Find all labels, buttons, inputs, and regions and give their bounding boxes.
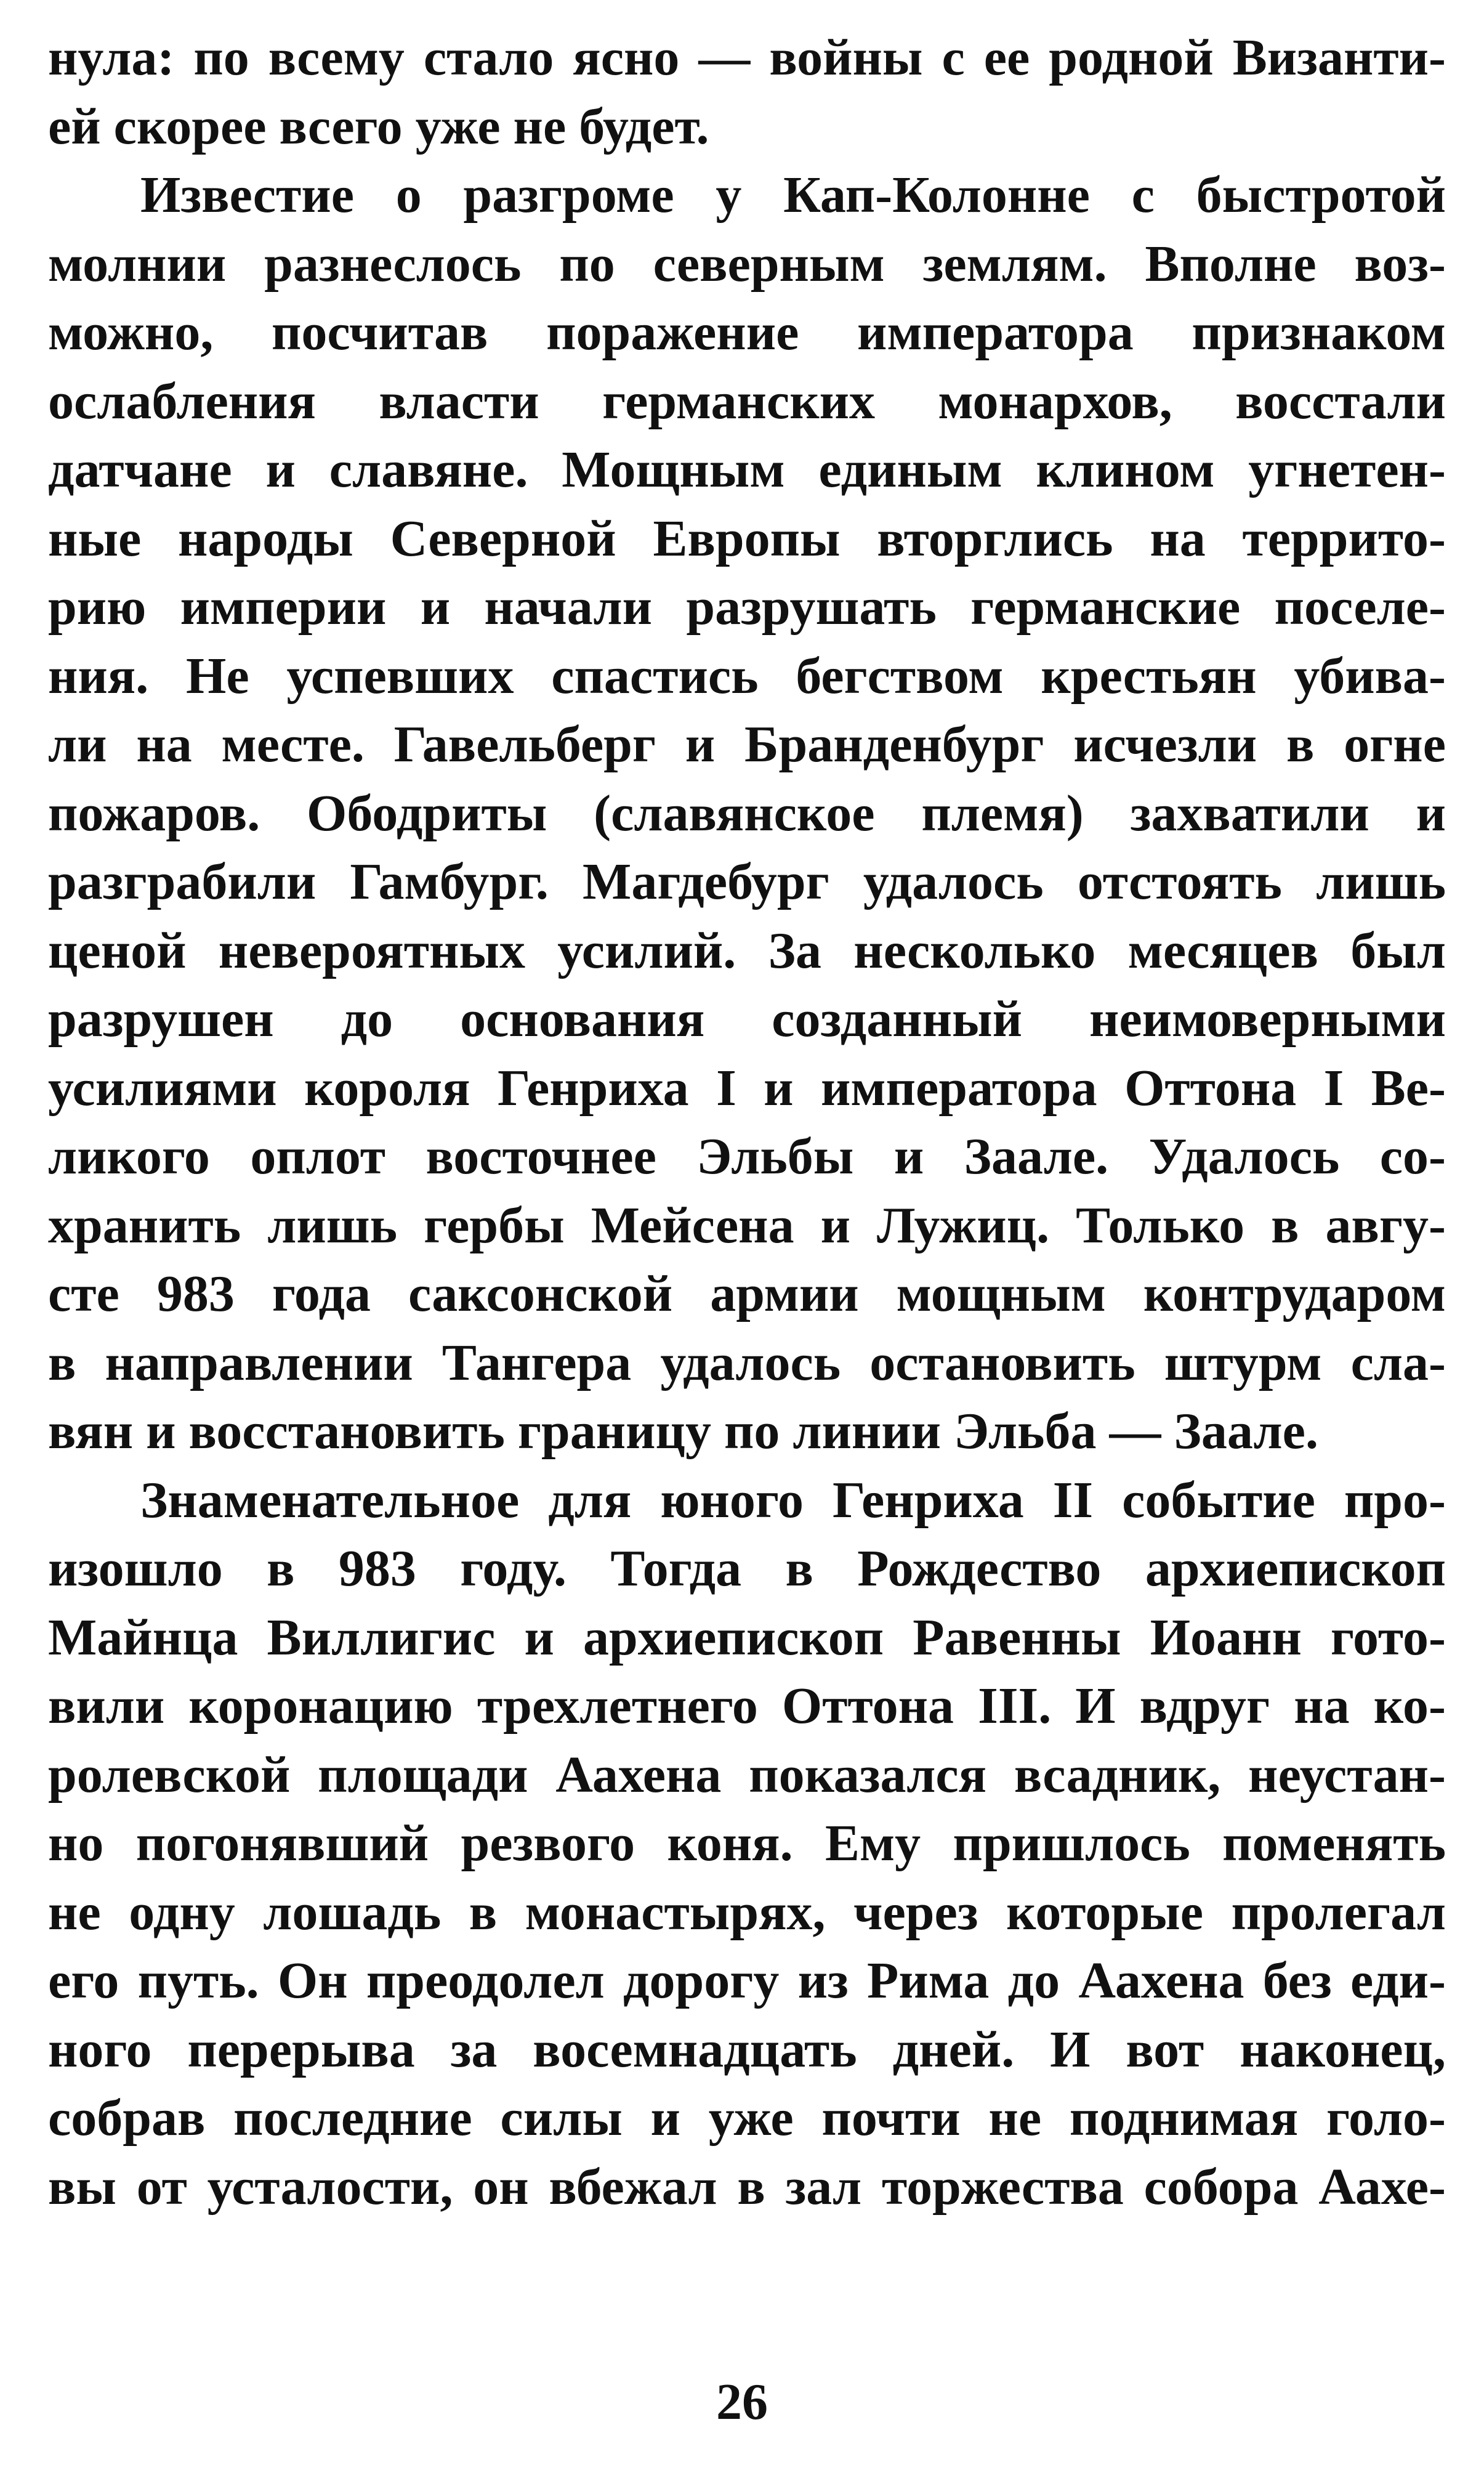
text-line: изошло в 983 году. Тогда в Рождество архиепископ — [48, 1540, 1446, 1597]
body-text — [48, 23, 1446, 2221]
text-line: вили коронацию трехлетнего Оттона III. И вдруг на ко- — [48, 1677, 1446, 1735]
text-line: ценой невероятных усилий. За несколько месяцев был — [48, 921, 1446, 979]
text-line: ные народы Северной Европы вторглись на террито- — [48, 509, 1446, 567]
text-line: ликого оплот восточнее Эльбы и Заале. Удалось со- — [48, 1128, 1446, 1185]
text-line: усилиями короля Генриха I и императора Оттона I Ве- — [48, 1059, 1446, 1117]
text-line: молнии разнеслось по северным землям. Вполне воз- — [48, 235, 1446, 293]
text-line: не одну лошадь в монастырях, через которые пролегал — [48, 1883, 1446, 1941]
text-line: разрушен до основания созданный неимоверными — [48, 990, 1446, 1048]
text-line: ослабления власти германских монархов, восстали — [48, 372, 1446, 430]
text-line: Знаменательное для юного Генриха II событие про- — [140, 1471, 1446, 1529]
text-line: пожаров. Ободриты (славянское племя) захватили и — [48, 784, 1446, 842]
page-number: 26 — [716, 2373, 768, 2431]
text-line: ли на месте. Гавельберг и Бранденбург исчезли в огне — [48, 716, 1446, 773]
text-line: Майнца Виллигис и архиепископ Равенны Иоанн гото- — [48, 1608, 1446, 1666]
text-line: вян и восстановить границу по линии Эльба — Заале. — [48, 1403, 1318, 1460]
text-line: Известие о разгроме у Кап-Колонне с быстротой — [140, 166, 1446, 224]
text-line: в направлении Тангера удалось остановить штурм сла- — [48, 1334, 1446, 1391]
text-line: разграбили Гамбург. Магдебург удалось отстоять лишь — [48, 853, 1446, 910]
text-line: можно, посчитав поражение императора признаком — [48, 304, 1446, 361]
text-line: его путь. Он преодолел дорогу из Рима до Аахена без еди- — [48, 1952, 1446, 2009]
text-line: рию империи и начали разрушать германские поселе- — [48, 578, 1446, 636]
text-line: ного перерыва за восемнадцать дней. И вот наконец, — [48, 2020, 1446, 2078]
text-line: но погонявший резвого коня. Ему пришлось поменять — [48, 1815, 1446, 1872]
text-line: датчане и славяне. Мощным единым клином угнетен- — [48, 441, 1446, 498]
text-line: хранить лишь гербы Мейсена и Лужиц. Только в авгу- — [48, 1196, 1446, 1254]
text-line: сте 983 года саксонской армии мощным контрударом — [48, 1265, 1446, 1322]
text-line: вы от усталости, он вбежал в зал торжества собора Аахе- — [48, 2158, 1446, 2216]
text-line: собрав последние силы и уже почти не поднимая голо- — [48, 2089, 1446, 2147]
text-line: ей скорее всего уже не будет. — [48, 97, 709, 155]
text-line: нула: по всему стало ясно — войны с ее родной Византи- — [48, 29, 1446, 86]
text-line: ния. Не успевших спастись бегством крестьян убива- — [48, 647, 1446, 705]
text-line: ролевской площади Аахена показался всадник, неустан- — [48, 1746, 1446, 1804]
